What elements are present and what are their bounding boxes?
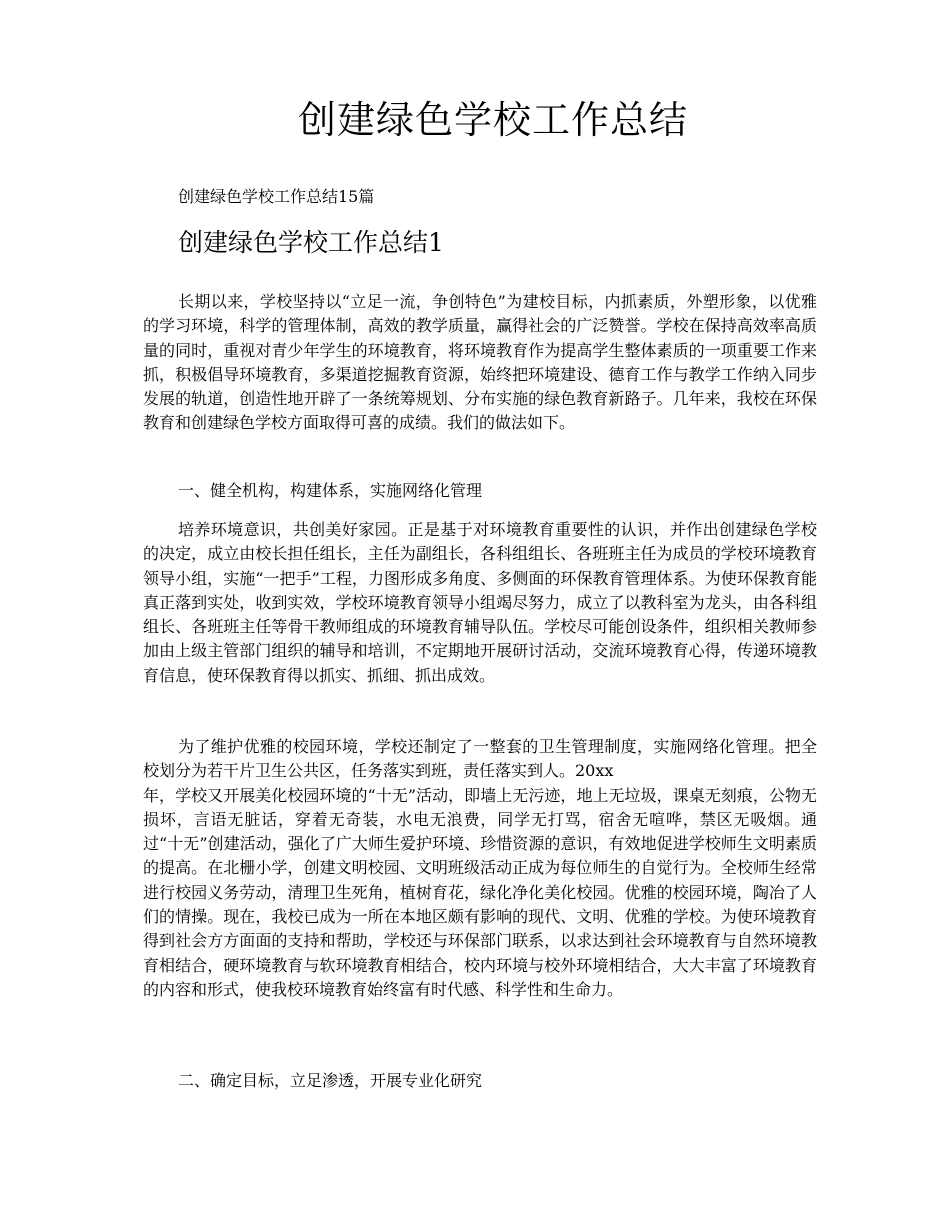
paragraph-organization xyxy=(143,518,817,688)
section-title: 创建绿色学校工作总结1 xyxy=(178,228,444,257)
paragraph-text: 为了维护优雅的校园环境，学校还制定了一整套的卫生管理制度，实施网络化管理。把全校划分为若干片卫生公共区，任务落实到班，责任落实到人。20xx xyxy=(143,737,817,781)
heading-one: 一、健全机构，构建体系，实施网络化管理 xyxy=(178,481,483,500)
paragraph-text: 培养环境意识，共创美好家园。正是基于对环境教育重要性的认识，并作出创建绿色学校的决定，成立由校长担任组长，主任为副组长，各科组组长、各班班主任为成员的学校环境教育领导小组，实施“一把手”工程，力图形成多角度、多侧面的环保教育管理体系。为使环保教育能真正落到实处，收到实效，学校环境教育领导小组竭尽努力，成立了以教科室为龙头，由各科组组长、各班班主任等骨干教师组成的环境教育辅导队伍。学校尽可能创设条件，组织相关教师参加由上级主管部门组织的辅导和培训，不定期地开展研讨活动，交流环境教育心得，传递环境教育信息，使环保教育得以抓实、抓细、抓出成效。 xyxy=(143,520,817,685)
document-subtitle: 创建绿色学校工作总结15篇 xyxy=(178,187,375,206)
document-title: 创建绿色学校工作总结 xyxy=(297,98,688,142)
paragraph-text: 年，学校又开展美化校园环境的“十无”活动，即墙上无污迹，地上无垃圾，课桌无刻痕，公物无损坏，言语无脏话，穿着无奇装，水电无浪费，同学无打骂，宿舍无喧哗，禁区无吸烟。通过“十无”创建活动，强化了广大师生爱护环境、珍惜资源的意识，有效地促进学校师生文明素质的提高。在北栅小学，创建文明校园、文明班级活动正成为每位师生的自觉行为。全校师生经常进行校园义务劳动，清理卫生死角，植树育花，绿化净化美化校园。优雅的校园环境，陶冶了人们的情操。现在，我校已成为一所在本地区颇有影响的现代、文明、优雅的学校。为使环境教育得到社会方方面面的支持和帮助，学校还与环保部门联系，以求达到社会环境教育与自然环境教育相结合，硬环境教育与软环境教育相结合，校内环境与校外环境相结合，大大丰富了环境教育的内容和形式，使我校环境教育始终富有时代感、科学性和生命力。 xyxy=(143,785,817,999)
paragraph-intro xyxy=(143,290,817,436)
heading-two: 二、确定目标，立足渗透，开展专业化研究 xyxy=(178,1071,483,1090)
paragraph-hygiene xyxy=(143,735,817,1002)
paragraph-text: 长期以来，学校坚持以“立足一流，争创特色”为建校目标，内抓素质，外塑形象，以优雅的学习环境，科学的管理体制，高效的教学质量，赢得社会的广泛赞誉。学校在保持高效率高质量的同时，重视对青少年学生的环境教育，将环境教育作为提高学生整体素质的一项重要工作来抓，积极倡导环境教育，多渠道挖掘教育资源，始终把环境建设、德育工作与教学工作纳入同步发展的轨道，创造性地开辟了一条统筹规划、分布实施的绿色教育新路子。几年来，我校在环保教育和创建绿色学校方面取得可喜的成绩。我们的做法如下。 xyxy=(143,292,817,433)
